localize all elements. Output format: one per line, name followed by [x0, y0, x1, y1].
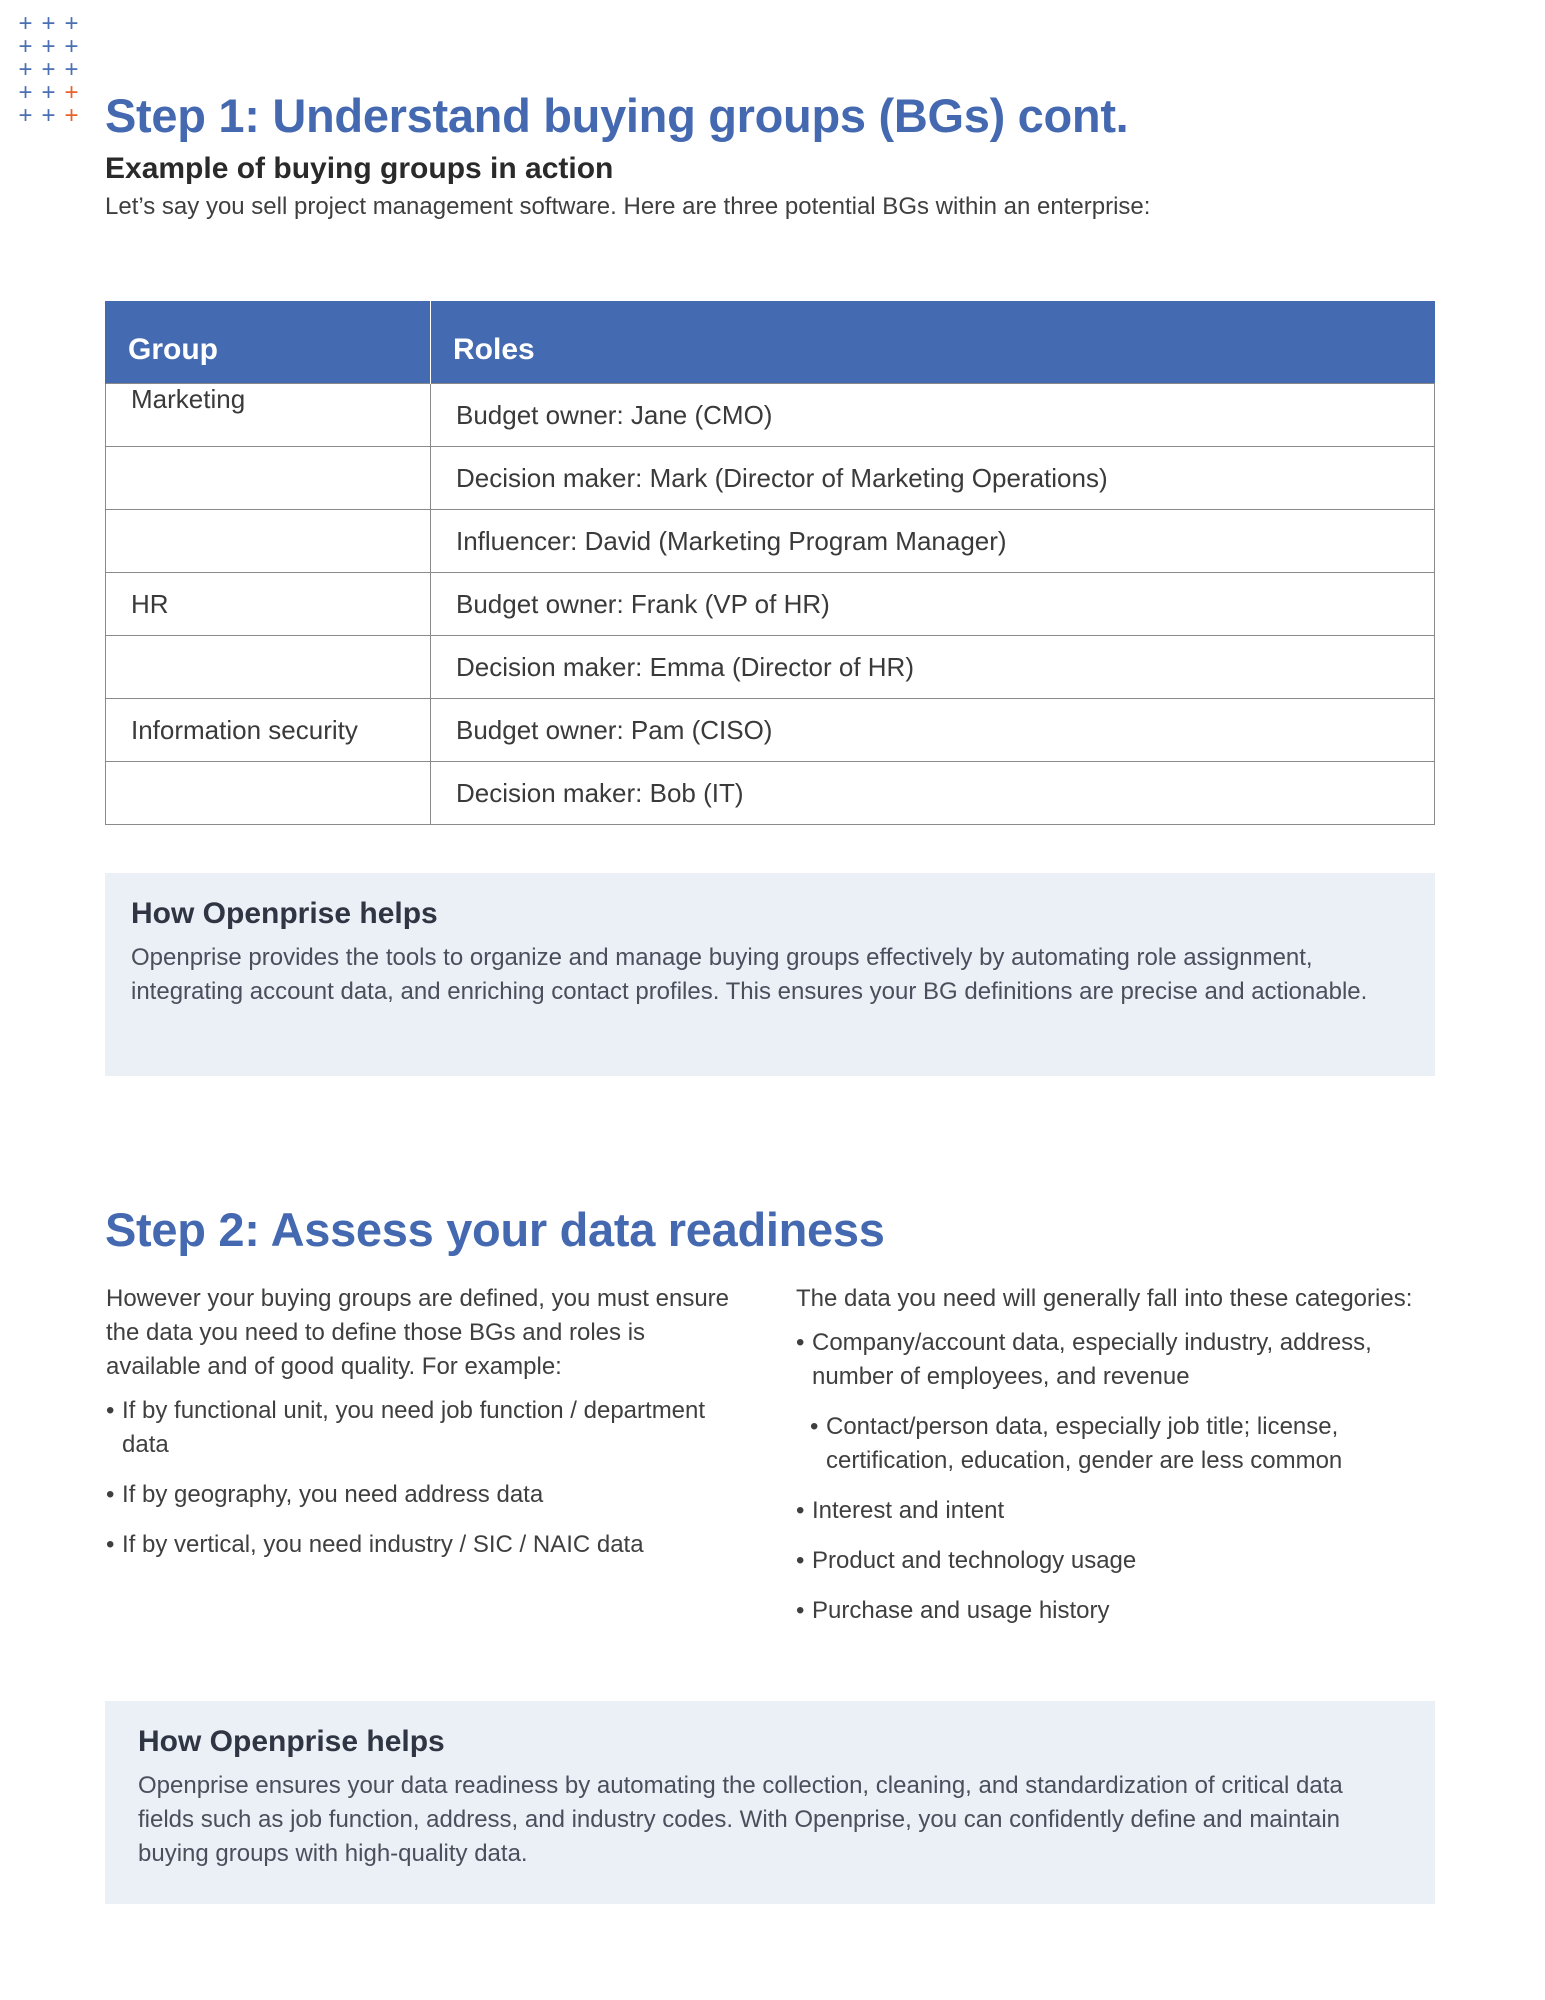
help-body: Openprise ensures your data readiness by automating the collection, cleaning, and standardization of critical data fields such as job function, address, and industry codes. With Openprise, you can confidently define and maintain buying groups with high-quality data. — [138, 1772, 1343, 1867]
list-item: • Interest and intent — [796, 1494, 1436, 1528]
openprise-help-box — [105, 1701, 1435, 1904]
list-item: • If by geography, you need address data — [106, 1478, 736, 1512]
right-bullet-list — [796, 1326, 1436, 1628]
plus-grid-icon: + + + + + + + + + + + + + + + — [18, 10, 79, 129]
left-intro: However your buying groups are defined, you must ensure the data you need to define those BGs and roles is available and of good quality. For example: — [106, 1285, 730, 1380]
help-body: Openprise provides the tools to organize and manage buying groups effectively by automating role assignment, integrating account data, and enriching contact profiles. This ensures your BG definitions are precise and actionable. — [131, 944, 1368, 1005]
group-cell — [106, 762, 431, 825]
openprise-help-box — [105, 873, 1435, 1076]
group-cell: Information security — [106, 699, 431, 762]
role-cell: Decision maker: Emma (Director of HR) — [431, 636, 1435, 699]
table-row — [106, 699, 1435, 762]
list-item: • Product and technology usage — [796, 1544, 1436, 1578]
right-intro: The data you need will generally fall into these categories: — [796, 1285, 1413, 1312]
table-row — [106, 636, 1435, 699]
role-cell: Budget owner: Frank (VP of HR) — [431, 573, 1435, 636]
role-cell: Influencer: David (Marketing Program Manager) — [431, 510, 1435, 573]
step2-title: Step 2: Assess your data readiness — [105, 1203, 885, 1256]
data-readiness-right-column — [796, 1282, 1436, 1644]
step1-subheading: Example of buying groups in action — [105, 152, 614, 185]
table-row — [106, 510, 1435, 573]
table-row — [106, 447, 1435, 510]
header-roles: Roles — [431, 301, 1435, 384]
role-cell: Decision maker: Bob (IT) — [431, 762, 1435, 825]
group-cell: Marketing — [106, 384, 431, 447]
role-cell: Budget owner: Pam (CISO) — [431, 699, 1435, 762]
step1-intro: Let’s say you sell project management software. Here are three potential BGs within an enterprise: — [105, 193, 1151, 220]
role-cell: Decision maker: Mark (Director of Marketing Operations) — [431, 447, 1435, 510]
role-cell: Budget owner: Jane (CMO) — [431, 384, 1435, 447]
table-row — [106, 384, 1435, 447]
help-title: How Openprise helps — [138, 1725, 445, 1758]
table-header-row — [106, 301, 1435, 384]
list-item: • Purchase and usage history — [796, 1594, 1436, 1628]
group-cell — [106, 447, 431, 510]
table-row — [106, 573, 1435, 636]
header-group: Group — [106, 301, 431, 384]
help-title: How Openprise helps — [131, 897, 438, 930]
group-cell — [106, 636, 431, 699]
table-row — [106, 762, 1435, 825]
list-item: • If by functional unit, you need job function / department data — [106, 1394, 736, 1462]
list-item: • If by vertical, you need industry / SIC / NAIC data — [106, 1528, 736, 1562]
group-cell — [106, 510, 431, 573]
list-item: • Company/account data, especially industry, address, number of employees, and revenue — [796, 1326, 1436, 1394]
buying-groups-table — [105, 301, 1435, 825]
group-cell: HR — [106, 573, 431, 636]
list-item: • Contact/person data, especially job title; license, certification, education, gender are less common — [810, 1410, 1436, 1478]
data-readiness-left-column — [106, 1282, 736, 1578]
left-bullet-list — [106, 1394, 736, 1562]
step1-title: Step 1: Understand buying groups (BGs) cont. — [105, 89, 1129, 142]
